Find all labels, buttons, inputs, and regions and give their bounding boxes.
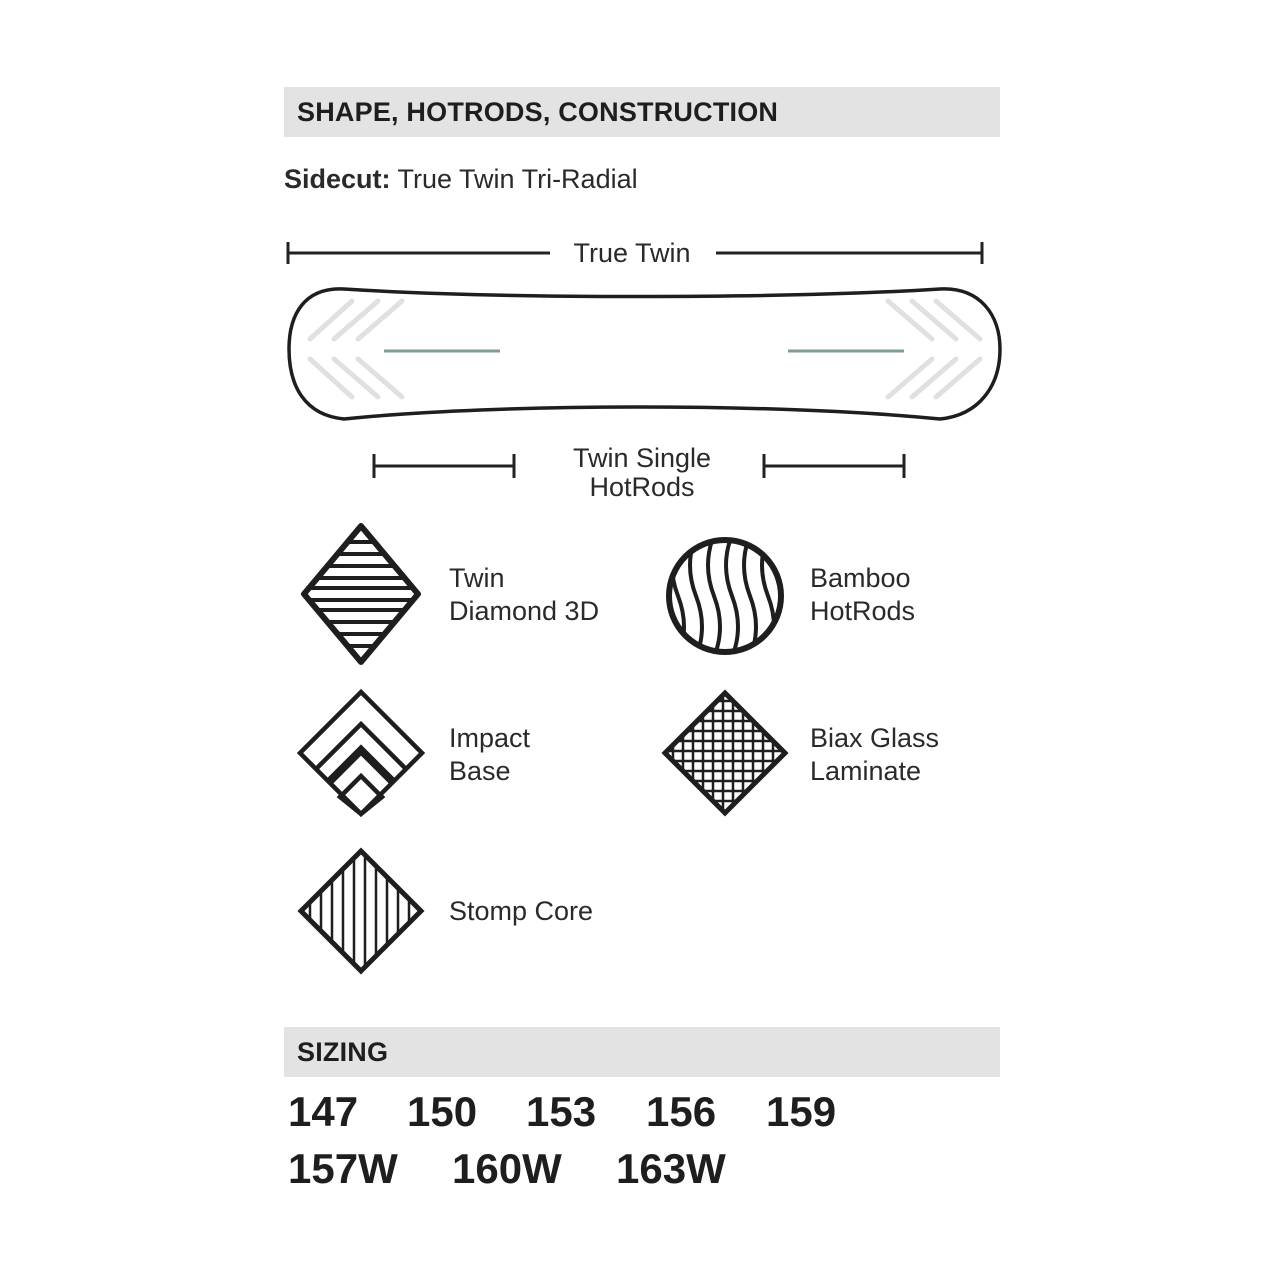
sidecut-label: Sidecut: [284, 164, 391, 194]
section-header-shape: SHAPE, HOTRODS, CONSTRUCTION [284, 87, 1000, 137]
feature-label-bamboo-hotrods: Bamboo HotRods [810, 563, 916, 626]
stomp-core-icon [296, 846, 426, 976]
bamboo-hotrods-icon [664, 535, 786, 657]
size-value: 150 [407, 1088, 478, 1135]
twin-diamond-3d-icon [298, 520, 424, 668]
feature-label-twin-diamond-3d: Twin Diamond 3D [449, 563, 600, 626]
size-value: 163W [616, 1145, 726, 1192]
hotrods-label: Twin Single HotRods [572, 443, 712, 502]
size-value: 159 [766, 1088, 837, 1135]
size-value: 153 [526, 1088, 597, 1135]
feature-label-impact-base: Impact Base [449, 723, 531, 786]
sidecut-line [284, 164, 638, 195]
sidecut-value: True Twin Tri-Radial [397, 164, 638, 194]
feature-label-biax-glass-laminate: Biax Glass Laminate [810, 723, 940, 786]
feature-label-stomp-core: Stomp Core [449, 896, 594, 926]
section-header-sizing: SIZING [284, 1027, 1000, 1077]
true-twin-label: True Twin [573, 238, 691, 268]
size-value: 147 [288, 1088, 359, 1135]
size-value: 160W [452, 1145, 562, 1192]
size-value: 157W [288, 1145, 398, 1192]
snowboard-outline-icon [280, 275, 1010, 430]
impact-base-icon [296, 688, 426, 818]
biax-glass-laminate-icon [660, 688, 790, 818]
size-value: 156 [646, 1088, 717, 1135]
